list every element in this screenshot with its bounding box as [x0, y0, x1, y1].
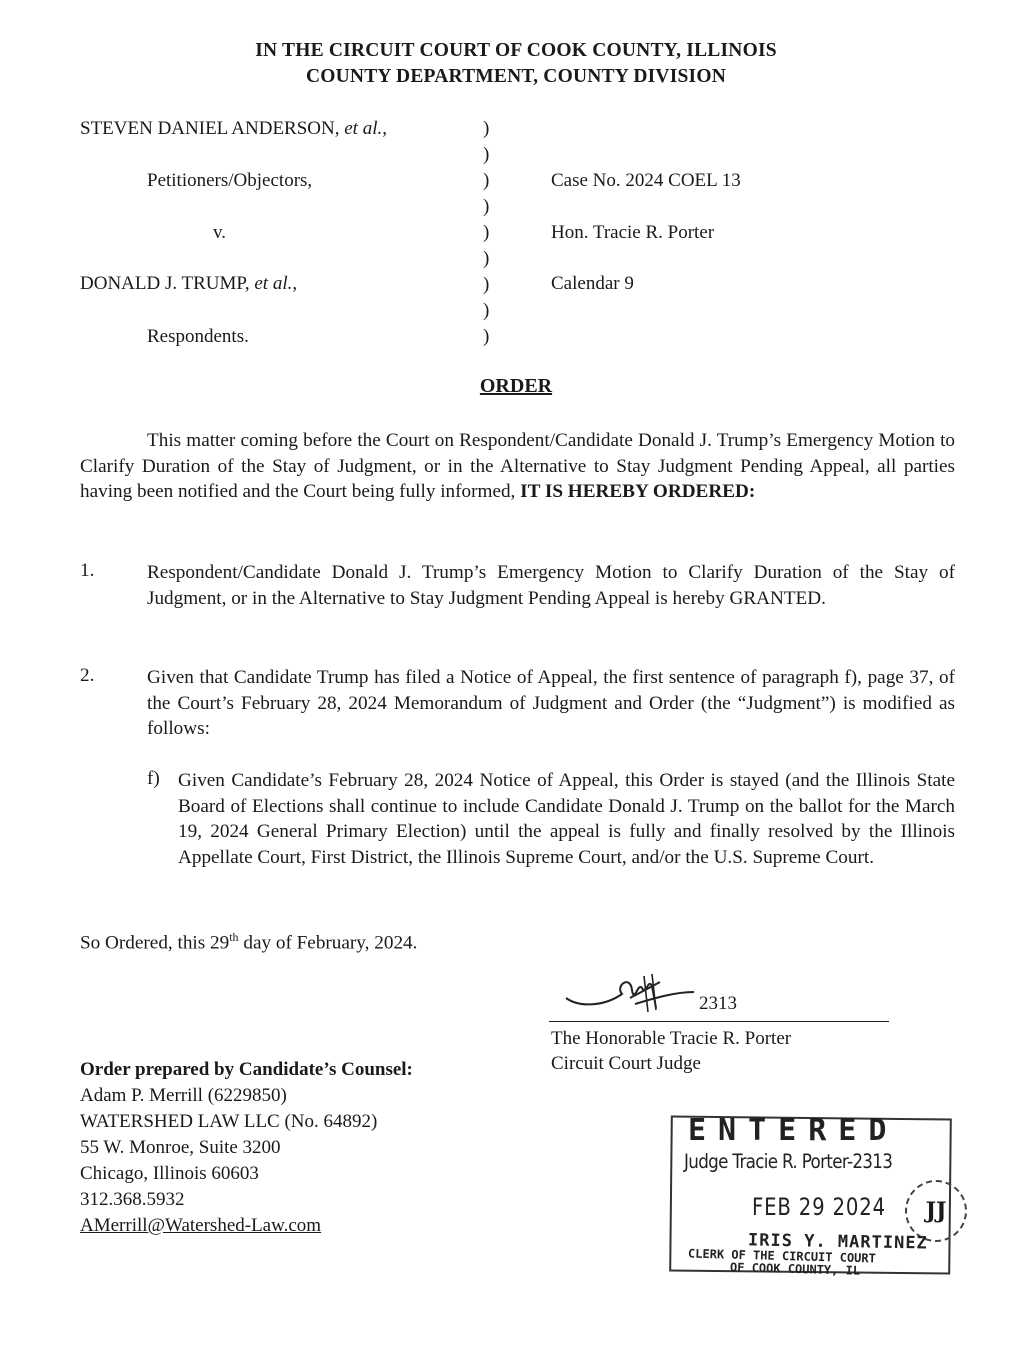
judge-signature [560, 968, 700, 1024]
petitioner-etal: et al. [344, 118, 383, 139]
case-number: Case No. 2024 COEL 13 [551, 170, 741, 191]
seal-initials: JJ [925, 1198, 947, 1224]
court-name: IN THE CIRCUIT COURT OF COOK COUNTY, ILLINOIS [255, 40, 777, 61]
subitem-label: f) [147, 768, 160, 789]
caption-paren: ) [483, 118, 490, 139]
so-ordered [80, 925, 417, 956]
judge-title: Circuit Court Judge [551, 1053, 701, 1074]
petitioner-role: Petitioners/Objectors, [147, 170, 313, 191]
caption-paren: ) [483, 170, 490, 191]
order-subitem-f: Given Candidate’s February 28, 2024 Notice of Appeal, this Order is stayed (and the Illinois State Board of Elections shall continue to include Candidate Donald J. Trump on the ballot for the March 19, 2024 General Primary Election) until the appeal is fully and finally resolved by the Illinois Appellate Court, First District, the Illinois Supreme Court, and/or the U.S. Supreme Court. [178, 770, 955, 868]
caption-paren: ) [483, 274, 490, 295]
counsel-email-link[interactable]: AMerrill@Watershed-Law.com [80, 1215, 322, 1236]
stamp-date: FEB 29 2024 [752, 1193, 886, 1221]
counsel-line: Adam P. Merrill (6229850) [80, 1085, 287, 1106]
order-intro [80, 428, 955, 505]
caption-paren: ) [483, 196, 490, 217]
item-number: 2. [80, 665, 95, 686]
respondent-text: DONALD J. TRUMP, [80, 273, 250, 294]
so-ordered-sup: th [229, 930, 239, 944]
order-item-1: Respondent/Candidate Donald J. Trump’s Emergency Motion to Clarify Duration of the Stay of Judgment, or in the Alternative to Stay Judgment Pending Appeal is hereby GRANTED. [147, 562, 955, 609]
order-item-2: Given that Candidate Trump has filed a Notice of Appeal, the first sentence of paragraph f), page 37, of the Court’s February 28, 2024 Memorandum of Judgment and Order (the “Judgment”) is modified as follows: [147, 667, 955, 739]
order-intro-text: This matter coming before the Court on Respondent/Candidate Donald J. Trump’s Emergency Motion to Clarify Duration of the Stay of Judgment, or in the Alternative to Stay Judgment Pending Appeal, all parties having been notified and the Court being fully informed, [80, 430, 955, 502]
calendar: Calendar 9 [551, 273, 634, 294]
caption-paren: ) [483, 248, 490, 269]
caption-paren: ) [483, 222, 490, 243]
item-number: 1. [80, 560, 95, 581]
petitioner-name: STEVEN DANIEL ANDERSON, et al., [80, 118, 387, 139]
respondent-name: DONALD J. TRUMP, et al., [80, 273, 298, 294]
counsel-line: Chicago, Illinois 60603 [80, 1163, 259, 1184]
counsel-line: WATERSHED LAW LLC (No. 64892) [80, 1111, 378, 1132]
stamp-clerk-name: IRIS Y. MARTINEZ [747, 1230, 928, 1254]
so-ordered-post: day of February, 2024. [238, 932, 418, 954]
caption-paren: ) [483, 144, 490, 165]
stamp-clerk-county: OF COOK COUNTY, IL [729, 1260, 861, 1278]
counsel-line: 55 W. Monroe, Suite 3200 [80, 1137, 281, 1158]
order-intro-bold: IT IS HEREBY ORDERED: [520, 481, 756, 502]
signature-line [549, 1021, 889, 1022]
court-division: COUNTY DEPARTMENT, COUNTY DIVISION [306, 66, 726, 87]
caption-paren: ) [483, 300, 490, 321]
stamp-clerk-title: CLERK OF THE CIRCUIT COURT [687, 1246, 876, 1266]
order-title: ORDER [479, 375, 553, 397]
prepared-by-heading: Order prepared by Candidate’s Counsel: [80, 1059, 413, 1080]
petitioner-text: STEVEN DANIEL ANDERSON, [80, 118, 340, 139]
caption-paren: ) [483, 326, 490, 347]
respondent-role: Respondents. [147, 326, 249, 347]
judge-name: The Honorable Tracie R. Porter [551, 1028, 792, 1049]
assigned-judge: Hon. Tracie R. Porter [551, 222, 715, 243]
stamp-judge: Judge Tracie R. Porter-2313 [684, 1150, 893, 1173]
counsel-line: 312.368.5932 [80, 1189, 185, 1210]
respondent-etal: et al. [254, 273, 293, 294]
stamp-entered: ENTERED [688, 1113, 899, 1148]
versus: v. [213, 222, 227, 243]
judge-number: 2313 [699, 993, 737, 1014]
so-ordered-pre: So Ordered, this 29 [80, 932, 230, 954]
